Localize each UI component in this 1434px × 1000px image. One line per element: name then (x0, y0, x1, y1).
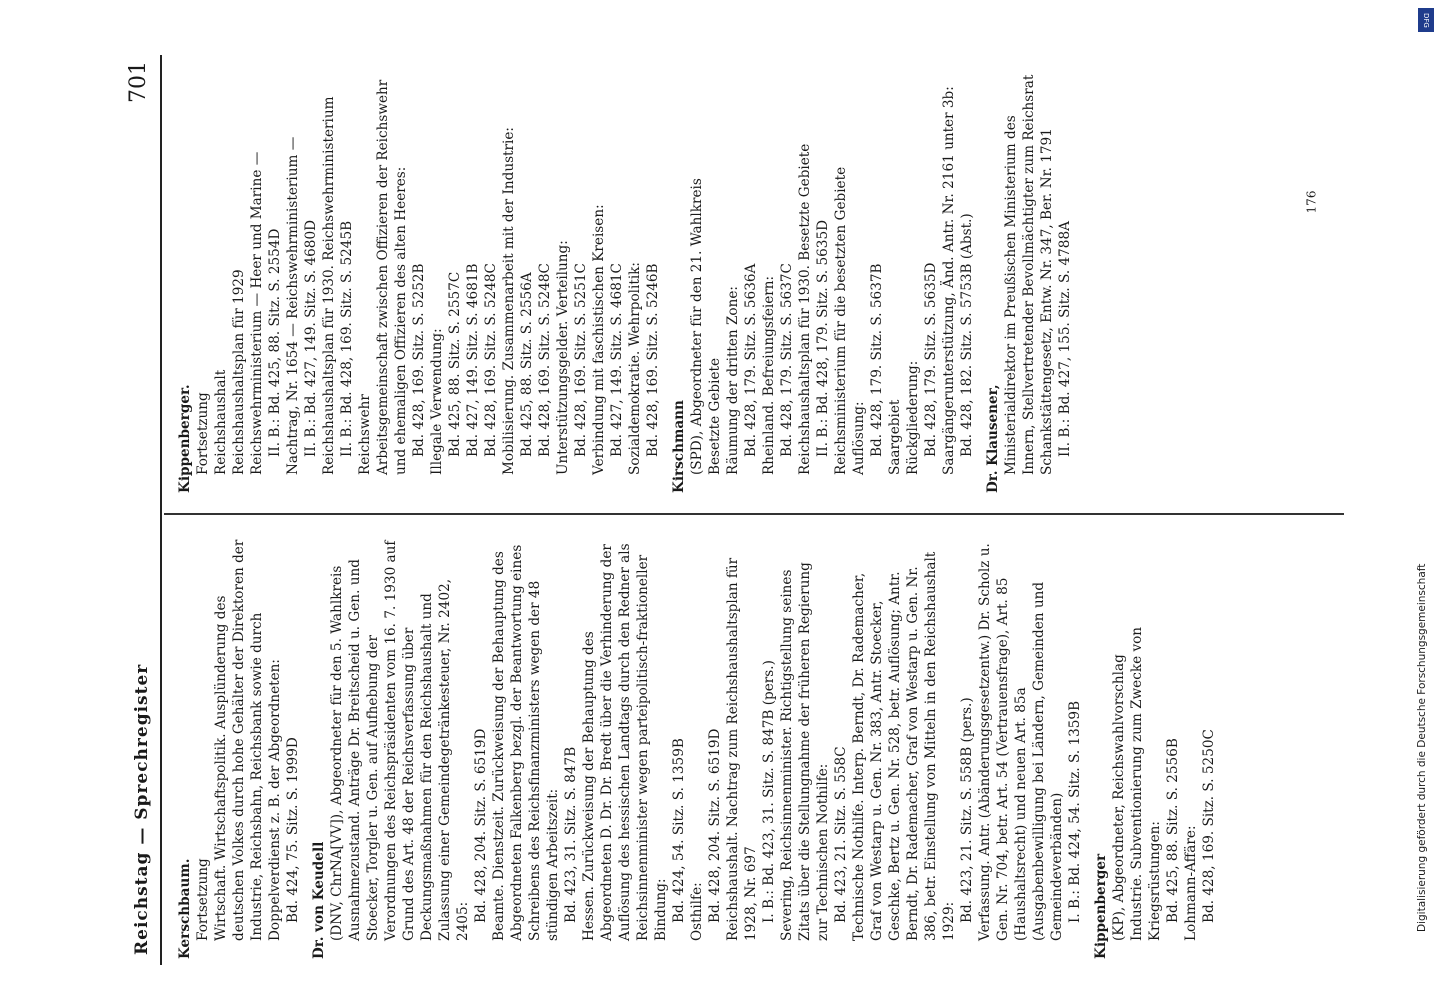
entry-line: Reichswehr (357, 394, 373, 475)
entry-line: Fortsetzung (195, 858, 211, 941)
entry-line: Osthilfe: (689, 882, 705, 941)
citation-line: Bd. 428, 204. Sitz. S. 6519D (473, 728, 489, 923)
citation-line: Bd. 428, 182. Sitz. S. 5753B (Abst.) (959, 213, 975, 457)
register-entry (984, 73, 1074, 493)
entry-line: Illegale Verwendung: (429, 328, 445, 475)
entry-line: Reichshaushalt (213, 369, 229, 475)
entry-line: Reichswehrministerium — Heer und Marine — (249, 151, 265, 475)
citation-line: Bd. 428, 179. Sitz. S. 5636A (743, 263, 759, 457)
register-entry (176, 73, 662, 493)
entry-line: Rheinland. Befreiungsfeiern: (761, 275, 777, 475)
rotated-page-content (120, 55, 1344, 965)
entry-line: Saargebiet (887, 399, 903, 475)
column-divider (164, 513, 1344, 515)
entry-line: Räumung der dritten Zone: (725, 286, 741, 475)
entry-line: Lohmann-Affäre: (1183, 825, 1199, 941)
citation-line: II. B.: Bd. 425, 88. Sitz. S. 2554D (267, 228, 283, 457)
register-entry (176, 539, 302, 959)
citation-line: II. B.: Bd. 427, 155. Sitz. S. 4788A (1057, 221, 1073, 457)
entry-line: Schankstättengesetz, Entw. Nr. 347, Ber. Nr. 1791 (1039, 128, 1055, 475)
citation-line: Bd. 427, 149. Sitz. S. 4681C (609, 263, 625, 457)
citation-line: Bd. 424, 75. Sitz. S. 1999D (285, 737, 301, 923)
entry-line: Ministerialdirektor im Preußischen Ministerium des Innern, Stellvertretender Bevollmächtigter zum Reichsrat (1003, 74, 1037, 475)
entry-line: Industrie. Subventionierung zum Zwecke von Kriegsrüstungen: (1129, 626, 1163, 941)
margin-note-text: Digitalisierung gefördert durch die Deutsche Forschungsgemeinschaft (1416, 563, 1428, 932)
entry-line: Ausnahmezustand. Anträge Dr. Breitscheid u. Gen. und Stoecker, Torgler u. Gen. auf Aufhebung der Verordnungen des Reichspräsidenten vom 16. 7. 1930 auf Grund des Art. 48 der Reichsverfassung über Deckungsmaßnahmen für den Reichshaushalt und Zulassung einer Gemeindegetränkesteuer, Nr. 2402, 2405: (347, 540, 471, 941)
entry-line: Reichshaushaltsplan für 1929 (231, 269, 247, 475)
margin-note (1412, 40, 1432, 960)
citation-line: II. B.: Bd. 428, 169. Sitz. S. 5245B (339, 220, 355, 457)
citation-line: Bd. 423, 21. Sitz. S. 558B (pers.) (959, 697, 975, 923)
entry-line: Hessen. Zurückweisung der Behauptung des Abgeordneten D. Dr. Dr. Bredt über die Verhinderung der Auflösung des hessischen Landtags durch den Redner als Reichsinnenminister wegen parteipolitisch-fraktioneller Bindung: (581, 543, 669, 941)
entry-line: Reichshaushalt. Nachtrag zum Reichshaushaltsplan für 1928, Nr. 697 (725, 557, 759, 941)
register-entry (670, 73, 976, 493)
entry-line: (DNV, ChrNA[VV]), Abgeordneter für den 5. Wahlkreis (329, 565, 345, 941)
entry-name: Dr. Klausener, (985, 384, 1001, 493)
citation-line: Bd. 428, 204. Sitz. S. 6519D (707, 728, 723, 923)
entry-line: Arbeitsgemeinschaft zwischen Offizieren der Reichswehr und ehemaligen Offizieren des alten Heeres: (375, 79, 409, 475)
entry-line: Beamte. Dienstzeit. Zurückweisung der Behauptung des Abgeordneten Falkenberg bezgl. der Beantwortung eines Schreibens des Reichsfinanzministers wegen der 48 stündigen Arbeitszeit: (491, 544, 561, 941)
entry-line: Verfassung. Antr. (Abänderungsgesetzentw.) Dr. Scholz u. Gen. Nr. 704, betr. Art. 54 (Vertrauensfrage), Art. 85 (Haushaltsrecht) und neuen Art. 85a (Ausgabenbewilligung bei Ländern, Gemeinden und Gemeindeverbänden) (977, 543, 1065, 941)
entry-line: Reichshaushaltsplan für 1930. Reichswehrministerium (321, 96, 337, 475)
page-number: 701 (126, 61, 151, 103)
entry-name: Kerschbaum. (177, 858, 193, 959)
entry-line: Fortsetzung (195, 392, 211, 475)
entry-line: Nachtrag, Nr. 1654 — Reichswehrministerium — (285, 136, 301, 475)
entry-line: Besetzte Gebiete (707, 357, 723, 475)
citation-line: Bd. 425, 88. Sitz. S. 2556A (519, 272, 535, 457)
entry-line: Reichshaushaltsplan für 1930. Besetzte Gebiete (797, 143, 813, 475)
citation-line: Bd. 428, 179. Sitz. S. 5637C (779, 263, 795, 457)
entry-line: Saargängerunterstützung, Änd. Antr. Nr. 2161 unter 3b: (941, 86, 957, 475)
citation-line: Bd. 428, 179. Sitz. S. 5635D (923, 262, 939, 457)
document-page (120, 55, 1344, 965)
entry-line: Wirtschaft. Wirtschaftspolitik. Ausplünderung des deutschen Volkes durch hohe Gehälter der Direktoren der Industrie, Reichsbahn, Reichsbank sowie durch Doppelverdienst z. B. der Abgeordneten: (213, 539, 283, 941)
citation-line: Bd. 428, 169. Sitz. S. 5248C (483, 263, 499, 457)
citation-line: II. B.: Bd. 427, 149. Sitz. S. 4680D (303, 220, 319, 457)
running-title: Reichstag — Sprechregister (132, 663, 152, 955)
entry-line: (KP), Abgeordneter, Reichswahlvorschlag (1111, 654, 1127, 941)
entry-line: Reichsministerium für die besetzten Gebiete (833, 166, 849, 475)
entry-line: Rückgliederung: (905, 360, 921, 475)
register-entry (310, 539, 1084, 959)
register-entry (1092, 539, 1218, 959)
entry-line: Sozialdemokratie. Wehrpolitik: (627, 262, 643, 475)
citation-line: Bd. 428, 169. Sitz. S. 5246B (645, 263, 661, 457)
citation-line: Bd. 424, 54. Sitz. S. 1359B (671, 738, 687, 923)
page-header (120, 55, 162, 965)
entry-name: Dr. von Keudell (311, 841, 327, 959)
citation-line: Bd. 427, 149. Sitz. S. 4681B (465, 263, 481, 457)
citation-line: Bd. 425, 88. Sitz. S. 2556B (1165, 738, 1181, 923)
folio-number: 176 (1304, 190, 1319, 214)
citation-line: Bd. 425, 88. Sitz. S. 2557C (447, 271, 463, 457)
citation-line: Bd. 423, 21. Sitz. S. 558C (833, 746, 849, 923)
entry-name: Kirschmann (671, 400, 687, 493)
dfg-logo: DFG (1418, 8, 1434, 32)
entry-name: Kippenberger. (177, 384, 193, 493)
citation-line: Bd. 428, 169. Sitz. S. 5251C (573, 263, 589, 457)
entry-line: Verbindung mit faschistischen Kreisen: (591, 204, 607, 475)
citation-line: Bd. 428, 179. Sitz. S. 5637B (869, 263, 885, 457)
citation-line: I. B.: Bd. 423, 31. Sitz. S. 847B (pers.) (761, 660, 777, 923)
entry-line: Technische Nothilfe. Interp. Berndt, Dr. Rademacher, Graf von Westarp u. Gen. Nr. 383, Antr. Stoecker, Geschke, Bertz u. Gen. Nr. 528, betr. Auflösung; Antr. Berndt, Dr. Rademacher, Graf von Westarp u. Gen. Nr. 386, betr. Einstellung von Mitteln in den Reichshaushalt 1929: (851, 551, 957, 941)
entry-line: Severing, Reichsinnenminister. Richtigstellung seines Zitats über die Stellungnahme der früheren Regierung zur Technischen Nothilfe: (779, 562, 831, 941)
citation-line: Bd. 428, 169. Sitz. S. 5248C (537, 263, 553, 457)
entry-line: Unterstützungsgelder. Verteilung: (555, 240, 571, 475)
citation-line: Bd. 423, 31. Sitz. S. 847B (563, 746, 579, 923)
citation-line: II. B.: Bd. 428, 179. Sitz. S. 5635D (815, 220, 831, 457)
citation-line: Bd. 428, 169. Sitz. S. 5252B (411, 263, 427, 457)
entry-line: Auflösung: (851, 401, 867, 475)
citation-line: I. B.: Bd. 424, 54. Sitz. S. 1359B (1067, 700, 1083, 923)
citation-line: Bd. 428, 169. Sitz. S. 5250C (1201, 729, 1217, 923)
entry-line: Mobilisierung. Zusammenarbeit mit der Industrie: (501, 127, 517, 475)
right-column (176, 73, 1336, 493)
left-column (176, 539, 1336, 959)
entry-name: Kippenberger (1093, 853, 1109, 959)
entry-line: (SPD), Abgeordneter für den 21. Wahlkreis (689, 178, 705, 475)
